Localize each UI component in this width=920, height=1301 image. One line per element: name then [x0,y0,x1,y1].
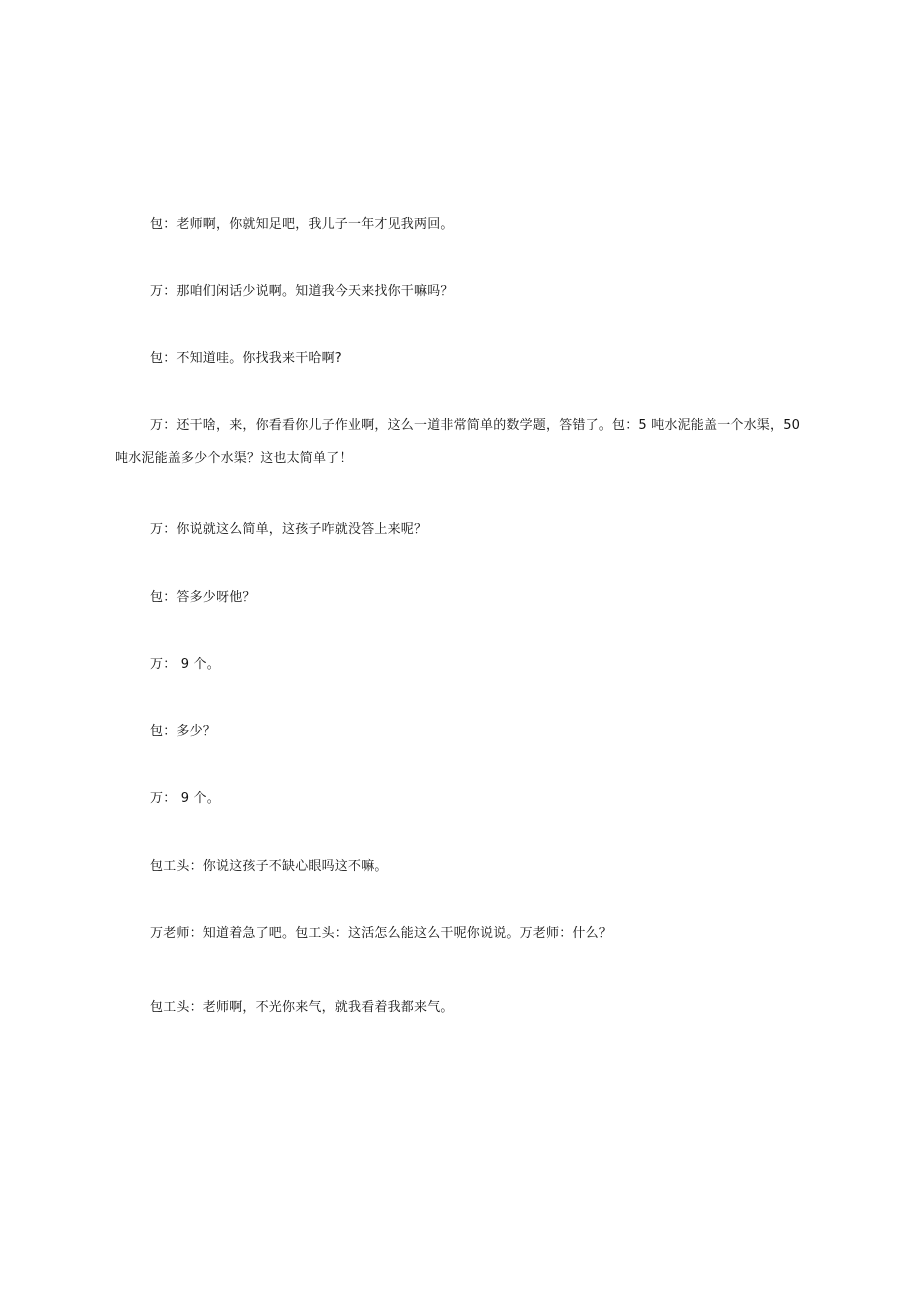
dialogue-line: 万老师：知道着急了吧。包工头：这活怎么能这么干呢你说说。万老师：什么？ [150,926,613,941]
dialogue-line: 包工头：老师啊，不光你来气，就我看着我都来气。 [150,1000,454,1015]
dialogue-line: 万： 9 个。 [150,791,220,806]
dialogue-line: 包：老师啊，你就知足吧，我儿子一年才见我两回。 [150,217,454,232]
dialogue-line: 包：多少？ [150,724,217,739]
dialogue-line: 包：不知道哇。你找我来干哈啊? [150,351,342,366]
dialogue-paragraph: 万：还干啥，来，你看看你儿子作业啊，这么一道非常简单的数学题，答错了。包：5 吨水泥能盖一个水渠，50 吨水泥能盖多少个水渠？这也太简单了！ [115,418,801,466]
dialogue-line: 万： 9 个。 [150,657,220,672]
dialogue-line: 万：那咱们闲话少说啊。知道我今天来找你干嘛吗？ [150,284,454,299]
dialogue-line: 包：答多少呀他？ [150,590,256,605]
dialogue-line: 万：你说就这么简单，这孩子咋就没答上来呢？ [150,522,428,537]
dialogue-line: 包工头：你说这孩子不缺心眼吗这不嘛。 [150,859,388,874]
